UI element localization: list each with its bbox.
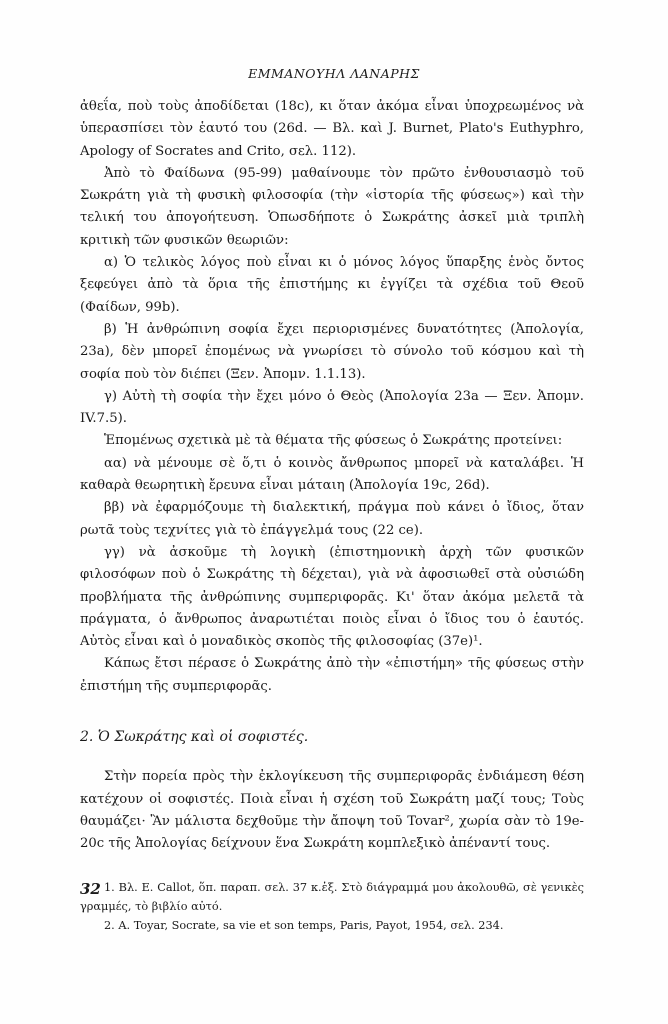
section-heading: 2. Ὁ Σωκράτης καὶ οἱ σοφιστές. bbox=[80, 729, 309, 746]
list-item-bb: ββ) νὰ ἐφαρμόζουμε τὴ διαλεκτική, πράγμα ποὺ κάνει ὁ ἴδιος, ὅταν ρωτᾶ τοὺς τεχνίτες γιὰ τὸ ἐπάγγελμά τους (22 ce). bbox=[80, 500, 584, 538]
main-text bbox=[80, 96, 584, 935]
list-item-beta: β) Ἡ ἀνθρώπινη σοφία ἔχει περιορισμένες δυνατότητες (Ἀπολογία, 23a), δὲν μπορεῖ ἑπομένως νὰ γνωρίσει τὸ σύνολο τοῦ κόσμου καὶ τὴ σοφία ποὺ τὸν διέπει (Ξεν. Ἀπομν. 1.1.13). bbox=[80, 321, 584, 382]
page-number: 32 bbox=[80, 880, 101, 898]
list-item-alpha: α) Ὁ τελικὸς λόγος ποὺ εἶναι κι ὁ μόνος λόγος ὕπαρξης ἑνὸς ὄντος ξεφεύγει ἀπὸ τὰ ὅρια τῆς ἐπιστήμης κι ἐγγίζει τὰ σχέδια τοῦ Θεοῦ (Φαίδων, 99b). bbox=[80, 255, 584, 315]
paragraph-continuation: ἀθεΐα, ποὺ τοὺς ἀποδίδεται (18c), κι ὅταν ἀκόμα εἶναι ὑποχρεωμένος νὰ ὑπερασπίσει τὸν ἑαυτό του (26d. — Βλ. καὶ J. Burnet, Plato's Euthyphro, Apology of Socrates and Crito, σελ. 112). bbox=[80, 99, 584, 159]
list-item-aa: αα) νὰ μένουμε σὲ ὅ,τι ὁ κοινὸς ἄνθρωπος μπορεῖ νὰ καταλάβει. Ἡ καθαρὰ θεωρητικὴ ἔρευνα εἶναι μάταιη (Ἀπολογία 19c, 26d). bbox=[80, 455, 584, 494]
running-header: ΕΜΜΑΝΟΥΗΛ ΛΑΝΑΡΗΣ bbox=[248, 66, 420, 81]
footnote: 1. Βλ. E. Callot, ὅπ. παραπ. σελ. 37 κ.ἑξ. Στὸ διάγραμμά μου ἀκολουθῶ, σὲ γενικὲς γραμμές, τὸ βιβλίο αὐτό. bbox=[80, 880, 584, 913]
paragraph: Ἑπομένως σχετικὰ μὲ τὰ θέματα τῆς φύσεως ὁ Σωκράτης προτείνει: bbox=[104, 433, 563, 449]
list-item-gamma: γ) Αὐτὴ τὴ σοφία τὴν ἔχει μόνο ὁ Θεὸς (Ἀπολογία 23a — Ξεν. Ἀπομν. IV.7.5). bbox=[80, 388, 584, 427]
list-item-gg: γγ) νὰ ἀσκοῦμε τὴ λογικὴ (ἐπιστημονικὴ ἀρχὴ τῶν φυσικῶν φιλοσόφων ποὺ ὁ Σωκράτης τὴ δέχεται), γιὰ νὰ ἀφοσιωθεῖ στὰ οὐσιώδη προβλήματα τῆς ἀνθρώπινης συμπεριφορᾶς. Κι' ὅταν ἀκόμα μελετᾶ τὰ πράγματα, ὁ ἄνθρωπος ἀναρωτιέται ποιὸς εἶναι ὁ ἴδιος του ὁ ἑαυτός. Αὐτὸς εἶναι καὶ ὁ μοναδικὸς σκοπὸς τῆς φιλοσοφίας (37e)¹. bbox=[80, 544, 584, 650]
paragraph: Ἀπὸ τὸ Φαίδωνα (95-99) μαθαίνουμε τὸν πρῶτο ἐνθουσιασμὸ τοῦ Σωκράτη γιὰ τὴ φυσικὴ φιλοσοφία (τὴν «ἱστορία τῆς φύσεως») καὶ τὴν τελική του ἀπογοήτευση. Ὁπωσδήποτε ὁ Σωκράτης ἀσκεῖ μιὰ τριπλὴ κριτικὴ τῶν φυσικῶν θεωριῶν: bbox=[80, 165, 584, 248]
section-paragraph: Στὴν πορεία πρὸς τὴν ἐκλογίκευση τῆς συμπεριφορᾶς ἐνδιάμεση θέση κατέχουν οἱ σοφιστές. Ποιὰ εἶναι ἡ σχέση τοῦ Σωκράτη μαζί τους; Τοὺς θαυμάζει· Ἂν μάλιστα δεχθοῦμε τὴν ἄποψη τοῦ Tovar², χωρία σὰν τὸ 19e-20c τῆς Ἀπολογίας δείχνουν ἕνα Σωκράτη κομπλεξικὸ ἀπέναντί τους. bbox=[80, 769, 584, 852]
footnotes bbox=[80, 878, 584, 935]
paragraph: Κάπως ἔτσι πέρασε ὁ Σωκράτης ἀπὸ τὴν «ἐπιστήμη» τῆς φύσεως στὴν ἐπιστήμη τῆς συμπεριφορᾶς. bbox=[80, 656, 584, 694]
footnote: 2. A. Toyar, Socrate, sa vie et son temps, Paris, Payot, 1954, σελ. 234. bbox=[104, 918, 504, 932]
footnote-spacer bbox=[80, 856, 584, 878]
